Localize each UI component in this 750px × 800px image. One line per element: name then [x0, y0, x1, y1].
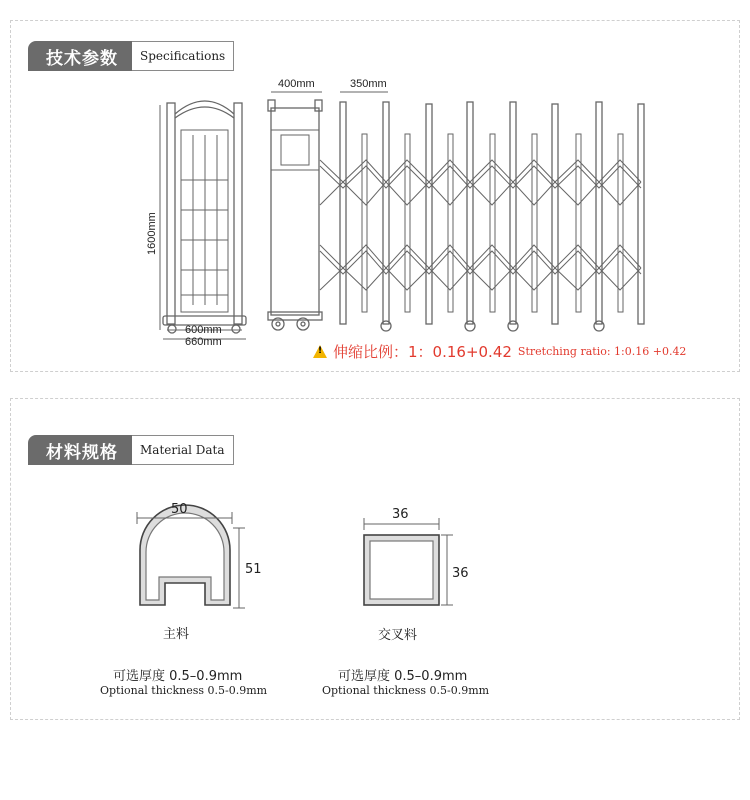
dim-1600mm: 1600mm — [146, 212, 158, 255]
material-title-en: Material Data — [132, 435, 234, 465]
ratio-cn: 伸缩比例：1：0.16+0.42 — [333, 343, 512, 361]
material-header — [28, 435, 234, 465]
specifications-title-en: Specifications — [132, 41, 234, 71]
dim-400mm: 400mm — [278, 78, 315, 90]
cross-thickness-en: Optional thickness 0.5-0.9mm — [322, 684, 490, 697]
gate-folding-section — [320, 102, 644, 331]
warning-icon — [313, 345, 327, 358]
main-profile-diagram — [137, 505, 245, 608]
gate-head-box — [268, 92, 388, 330]
specifications-title-cn: 技术参数 — [28, 41, 132, 71]
main-thickness-cn: 可选厚度 0.5–0.9mm — [113, 669, 243, 684]
material-title-cn: 材料规格 — [28, 435, 132, 465]
cross-width-label: 36 — [392, 507, 409, 522]
main-thickness-en: Optional thickness 0.5-0.9mm — [100, 684, 268, 697]
cross-profile-diagram — [364, 518, 453, 605]
gate-side-view — [160, 101, 246, 339]
main-height-label: 51 — [245, 562, 262, 577]
main-width-label: 50 — [171, 502, 188, 517]
main-material-name: 主料 — [163, 627, 190, 642]
dim-350mm: 350mm — [350, 78, 387, 90]
cross-material-name: 交叉料 — [378, 628, 418, 643]
ratio-en: Stretching ratio: 1:0.16 +0.42 — [517, 345, 687, 358]
dim-660mm: 660mm — [185, 336, 222, 348]
stretching-ratio — [313, 341, 686, 362]
cross-height-label: 36 — [452, 566, 469, 581]
dim-600mm: 600mm — [185, 324, 222, 336]
cross-thickness-cn: 可选厚度 0.5–0.9mm — [338, 669, 468, 684]
